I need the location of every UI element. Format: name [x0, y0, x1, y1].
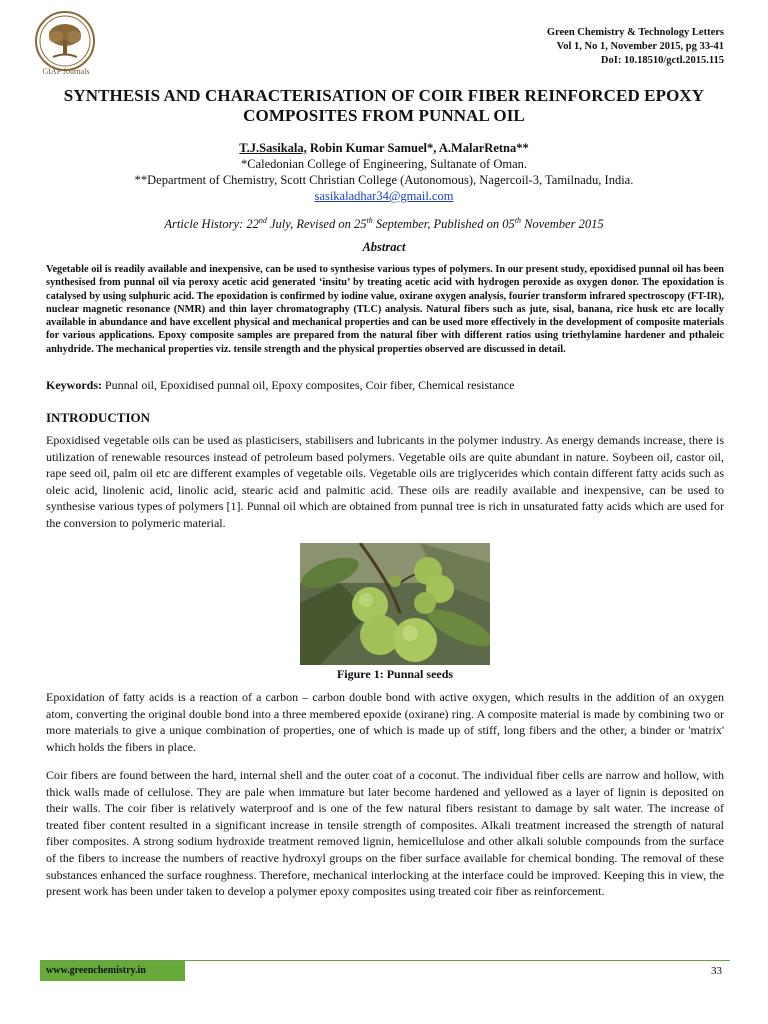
keywords-label: Keywords: [46, 378, 102, 392]
introduction-heading: INTRODUCTION [46, 410, 151, 425]
history-sup: th [514, 216, 521, 225]
abstract-heading: Abstract [362, 240, 406, 254]
figure-caption: Figure 1: Punnal seeds [336, 667, 454, 681]
page-number: 33 [711, 965, 722, 977]
tree-logo-icon [34, 10, 96, 72]
intro-paragraph-2: Epoxidation of fatty acids is a reaction of a carbon – carbon double bond with active oxygen, which results in the addition of an oxygen atom, converting the original double bond into a three membered epoxide (oxirane) ring. A composite material is made by combining two or more materials to give a unique combination of properties, one of which is made up of stiff, long fibers and the other, a binder or 'matrix' which holds the fibers in place. [46, 690, 724, 754]
affiliation-1: *Caledonian College of Engineering, Sultanate of Oman. [240, 157, 528, 171]
history-part: Article History: 22 [164, 217, 259, 232]
keywords [46, 378, 724, 393]
intro-paragraph-1: Epoxidised vegetable oils can be used as plasticisers, stabilisers and lubricants in the polymer industry. As energy demands increase, there is utilization of renewable resources instead of petroleum based polymers. Vegetable oils are quite abundant in nature. Soybeen oil, castor oil, rape seed oil, palm oil etc are different examples of vegetable oils. Vegetable oils are triglycerides which contain different fatty acids such as oleic acid, linolenic acid, linolic acid, stearic acid and palmitic acid. These oils are readily available and inexpensive, can be used to synthesise various types of polymers [1]. Punnal oil which are obtained from punnal tree is rich in unsaturated fatty acids which are used for the conversion to polymeric material. [46, 433, 724, 530]
logo-label: GIAP Journals [42, 67, 90, 76]
journal-doi: DoI: 10.18510/gctl.2015.115 [600, 55, 724, 66]
history-sup: nd [258, 216, 267, 225]
abstract-text: Vegetable oil is readily available and inexpensive, can be used to synthesise various types of polymers. In our present study, epoxidised punnal oil has been synthesised from punnal oil via peroxy acetic acid generated ‘insitu’ by treating acetic acid with hydrogen peroxide as oxygen donor. The epoxidation is catalysed by using sulphuric acid. The epoxidation is confirmed by iodine value, oxirane oxygen analysis, fourier transform infrared spectroscopy (FT-IR), nuclear magnetic resonance (NMR) and thin layer chromatography (TLC) analysis. Natural fibers such as jute, sisal, banana, rice husk etc are locally available in abundance and have excellent physical and mechanical properties and can be used more effectively in the development of composite materials for various applications. Epoxy composite samples are prepared from the natural fiber with different ratios using triethylamine hardener and pthaleic anhydride. The mechanical properties viz. tensile strength and the physical properties observed are discussed in detail. [46, 264, 724, 355]
keywords-list: Punnal oil, Epoxidised punnal oil, Epoxy composites, Coir fiber, Chemical resistance [102, 378, 515, 392]
footer-website-link[interactable]: www.greenchemistry.in [40, 961, 185, 981]
punnal-seeds-photo [300, 543, 490, 665]
affiliation-2: **Department of Chemistry, Scott Christian College (Autonomous), Nagercoil-3, Tamilnadu, India. [134, 173, 634, 187]
seeds-image [300, 543, 490, 665]
author-names [40, 140, 728, 156]
article-history [40, 216, 728, 232]
journal-name: Green Chemistry & Technology Letters [546, 27, 724, 38]
first-author: T.J.Sasikala, [239, 141, 307, 155]
article-title: SYNTHESIS AND CHARACTERISATION OF COIR FIBER REINFORCED EPOXY COMPOSITES FROM PUNNAL OIL [63, 86, 705, 125]
journal-header [547, 26, 724, 68]
history-part: September, Published on 05 [372, 217, 515, 232]
other-authors: Robin Kumar Samuel*, A.MalarRetna** [306, 141, 529, 155]
history-sup: th [366, 216, 373, 225]
history-part: July, Revised on 25 [266, 217, 367, 232]
author-email-link[interactable]: sasikaladhar34@gmail.com [314, 189, 454, 203]
history-part: November 2015 [520, 217, 604, 232]
author-block [40, 140, 728, 204]
journal-volume: Vol 1, No 1, November 2015, pg 33-41 [556, 41, 724, 52]
intro-paragraph-3: Coir fibers are found between the hard, internal shell and the outer coat of a coconut. The individual fiber cells are narrow and hollow, with thick walls made of cellulose. They are pale when immature but later become hardened and yellowed as a layer of lignin is deposited on their walls. The coir fiber is relatively waterproof and is one of the few natural fibers resistant to damage by salt water. The increase of treated fiber content resulted in a significant increase in tensile strength of composites. Alkali treatment increased the strength of natural fiber composites. A strong sodium hydroxide treatment removed lignin, hemicellulose and other alkali soluble compounds from the surface of the fibers to increase the numbers of reactive hydroxyl groups on the fiber surface available for chemical bonding. The removal of these substances enhanced the surface roughness. Therefore, mechanical interlocking at the interface could be improved. Keeping this in view, the present work has been under taken to develop a polymer epoxy composites using treated coir fiber as reinforcement. [46, 768, 724, 899]
